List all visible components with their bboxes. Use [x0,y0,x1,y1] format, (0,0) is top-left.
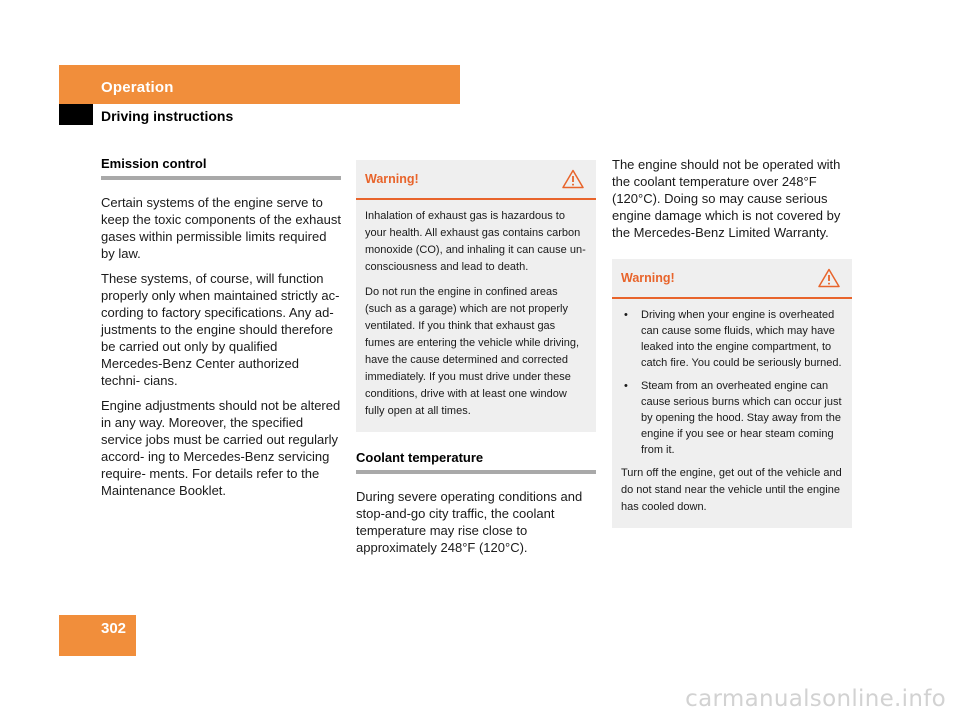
column-right [612,156,852,528]
column-middle [356,160,596,556]
bullet-text: Driving when your engine is overheated can cause some fluids, which may have leaked into the engine compartment, to catch fire. You could be seriously burned. [641,309,842,369]
warning-body [356,200,596,432]
warning-title: Warning! [621,271,675,285]
coolant-paragraph: During severe operating conditions and stop-and-go city traffic, the coolant temperature may rise close to approximately 248°F (120°C). [356,489,583,555]
warning-header [612,259,852,299]
emission-paragraph: Engine adjustments should not be altered in any way. Moreover, the specified service jobs must be carried out regularly accord- ing to Mercedes-Benz servicing require- ments. For details refer to the Maintenance Booklet. [101,398,341,498]
bullet-icon: • [624,309,628,321]
coolant-section [356,450,596,556]
warning-box-exhaust [356,160,596,432]
warning-text: Inhalation of exhaust gas is hazardous to your health. All exhaust gas contains carbon monoxide (CO), and inhaling it can cause un- consciousness and lead to death. [365,210,586,273]
page-number: 302 [101,620,127,637]
coolant-heading: Coolant temperature [356,450,596,474]
warning-title: Warning! [365,172,419,186]
warning-text: Turn off the engine, get out of the vehicle and do not stand near the vehicle until the engine has cooled down. [621,467,842,513]
emission-heading: Emission control [101,156,341,180]
emission-paragraph: These systems, of course, will function properly only when maintained strictly ac- cording to factory specifications. Any ad- justments to the engine should therefore be carried out only by qualified Mercedes-Benz Center authorized techni- cians. [101,271,340,388]
watermark: carmanualsonline.info [685,686,946,712]
warning-bullet [621,307,843,371]
header-marker [59,104,93,125]
warning-triangle-icon [818,268,840,288]
column-emission [101,156,341,499]
bullet-icon: • [624,380,628,392]
warning-body [612,299,852,528]
warning-box-overheat [612,259,852,528]
emission-paragraph: Certain systems of the engine serve to keep the toxic components of the exhaust gases within permissible limits required by law. [101,195,341,261]
warning-triangle-icon [562,169,584,189]
section-subtitle: Driving instructions [101,108,234,124]
warning-text: Do not run the engine in confined areas (such as a garage) which are not properly ventilated. If you think that exhaust gas fumes are entering the vehicle while driving, have the cause determined and corrected immediately. If you must drive under these conditions, drive with at least one window fully open at all times. [365,286,580,417]
warning-bullet [621,378,843,458]
coolant-paragraph: The engine should not be operated with the coolant temperature over 248°F (120°C). Doing so may cause serious engine damage which is not covered by the Mercedes-Benz Limited Warranty. [612,157,841,240]
section-title: Operation [101,79,174,96]
warning-header [356,160,596,200]
bullet-text: Steam from an overheated engine can cause serious burns which can occur just by opening the hood. Stay away from the engine if you see or hear steam coming from it. [641,380,842,456]
